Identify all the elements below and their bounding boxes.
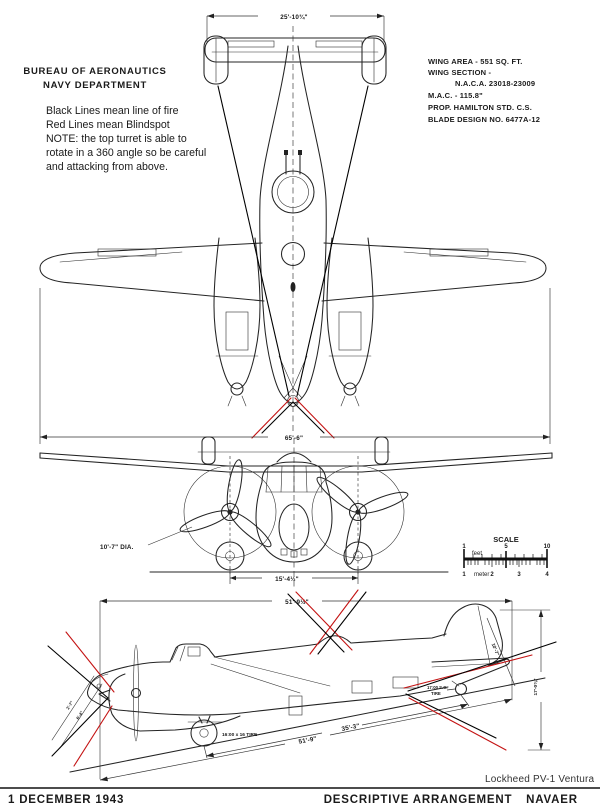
note-line-2: Red Lines mean Blindspot (46, 119, 170, 131)
nacelle-side (99, 645, 240, 741)
tail-tire-label-1: 17:00 S.C. (427, 685, 448, 690)
scale-meter-tick-3: 3 (517, 572, 521, 578)
ventral-gun-position (393, 677, 418, 688)
annotation-note (46, 105, 206, 173)
side-view (48, 590, 556, 781)
dim-fin-diagonal-label: 10'-7" (489, 642, 500, 657)
note-line-1: Black Lines mean line of fire (46, 105, 179, 117)
note-line-5: and attacking from above. (46, 161, 168, 173)
propeller-side (134, 645, 139, 741)
blindspot-line (295, 398, 334, 438)
dim-prop-diameter (100, 527, 192, 551)
scale-meter-tick-2: 2 (490, 572, 494, 578)
note-line-3: NOTE: the top turret is able to (46, 133, 187, 145)
right-prop-front (312, 466, 410, 565)
dim-wheelbase-label: 35'-3" (341, 722, 361, 733)
scale-feet-tick-5: 5 (504, 544, 508, 550)
line-of-fire (288, 594, 344, 652)
note-line-4: rotate in a 360 angle so be careful (46, 147, 207, 159)
dim-nose-a-label: 6'-4" (75, 709, 85, 721)
footer-title: DESCRIPTIVE ARRANGEMENT (323, 794, 513, 806)
dim-tail-height (500, 610, 550, 750)
right-fin-front (375, 437, 388, 464)
dim-tail-height-label: 17'-0⅜" (534, 678, 539, 696)
spec-line-6: BLADE DESIGN NO. 6477A-12 (428, 115, 541, 124)
dim-fin-diagonal (487, 618, 515, 686)
dim-tail-span-label: 25'-10¾" (280, 14, 308, 21)
line-of-fire (406, 694, 496, 738)
scale-meter-tick-1: 1 (462, 572, 466, 578)
fuselage-side (88, 604, 510, 715)
dim-prop-diameter-label: 10'-7" DIA. (100, 544, 134, 551)
scale-unit-feet: feet (472, 551, 483, 557)
scale-unit-meter: meter (474, 572, 490, 578)
dim-length-top-label: 51'-9½" (285, 599, 309, 606)
wing-front-bottom (40, 458, 552, 472)
horizontal-stabilizer (205, 38, 385, 62)
line-of-fire (293, 402, 324, 433)
right-nacelle-plan (327, 238, 373, 406)
dim-length-ground-label: 51'-9" (298, 735, 318, 746)
bureau-line-2: NAVY DEPARTMENT (43, 80, 147, 91)
spec-line-1: WING AREA - 551 SQ. FT. (428, 57, 523, 66)
line-of-fire (48, 646, 108, 698)
footer-org: NAVAER (526, 794, 578, 806)
spec-line-2: WING SECTION - (428, 68, 492, 77)
line-of-fire (218, 86, 289, 396)
ground-line-side (70, 678, 545, 772)
tail-wheel-side (456, 684, 467, 695)
tail-tire-label-2: TIRE (431, 691, 441, 696)
spec-line-5: PROP. HAMILTON STD. C.S. (428, 103, 532, 112)
left-nacelle-plan (214, 238, 260, 406)
main-tire-label: 16:00 x 16 TIRE (222, 733, 258, 738)
blindspot-line (310, 590, 358, 654)
left-fin-front (202, 437, 215, 464)
right-wing-plan (322, 243, 546, 301)
bureau-header (23, 66, 166, 91)
dim-wingspan (40, 288, 550, 444)
scale-bar (462, 535, 551, 578)
blindspot-line (252, 398, 291, 438)
bureau-line-1: BUREAU OF AERONAUTICS (23, 66, 167, 77)
dim-wheelbase (204, 695, 469, 758)
front-view (40, 437, 552, 590)
scale-feet-tick-10: 10 (543, 544, 551, 550)
main-wheel-side (191, 720, 217, 746)
dim-wingspan-label: 65'-6" (284, 435, 304, 442)
top-view (40, 13, 550, 444)
dim-length-top (100, 598, 512, 779)
scale-title: SCALE (493, 535, 519, 544)
line-of-fire (262, 402, 293, 433)
footer (0, 774, 600, 806)
dim-nose-b-label: 2'-7" (65, 699, 75, 711)
spec-line-3: N.A.C.A. 23018-23009 (455, 79, 536, 88)
left-prop-front (178, 459, 276, 558)
left-wing-plan (40, 243, 264, 301)
dim-gear-track-label: 15'-4½" (275, 576, 299, 583)
spec-line-4: M.A.C. - 115.8" (428, 91, 483, 100)
footer-date: 1 DECEMBER 1943 (8, 794, 125, 806)
line-of-fire (297, 86, 368, 396)
scale-feet-tick-1: 1 (462, 544, 466, 550)
dim-gear-track (230, 568, 358, 584)
side-window (352, 681, 372, 693)
dim-length-ground (100, 699, 512, 781)
side-door (289, 696, 302, 715)
scale-meter-tick-4: 4 (545, 572, 549, 578)
aircraft-caption: Lockheed PV-1 Ventura (485, 774, 595, 785)
spec-block (428, 57, 540, 124)
